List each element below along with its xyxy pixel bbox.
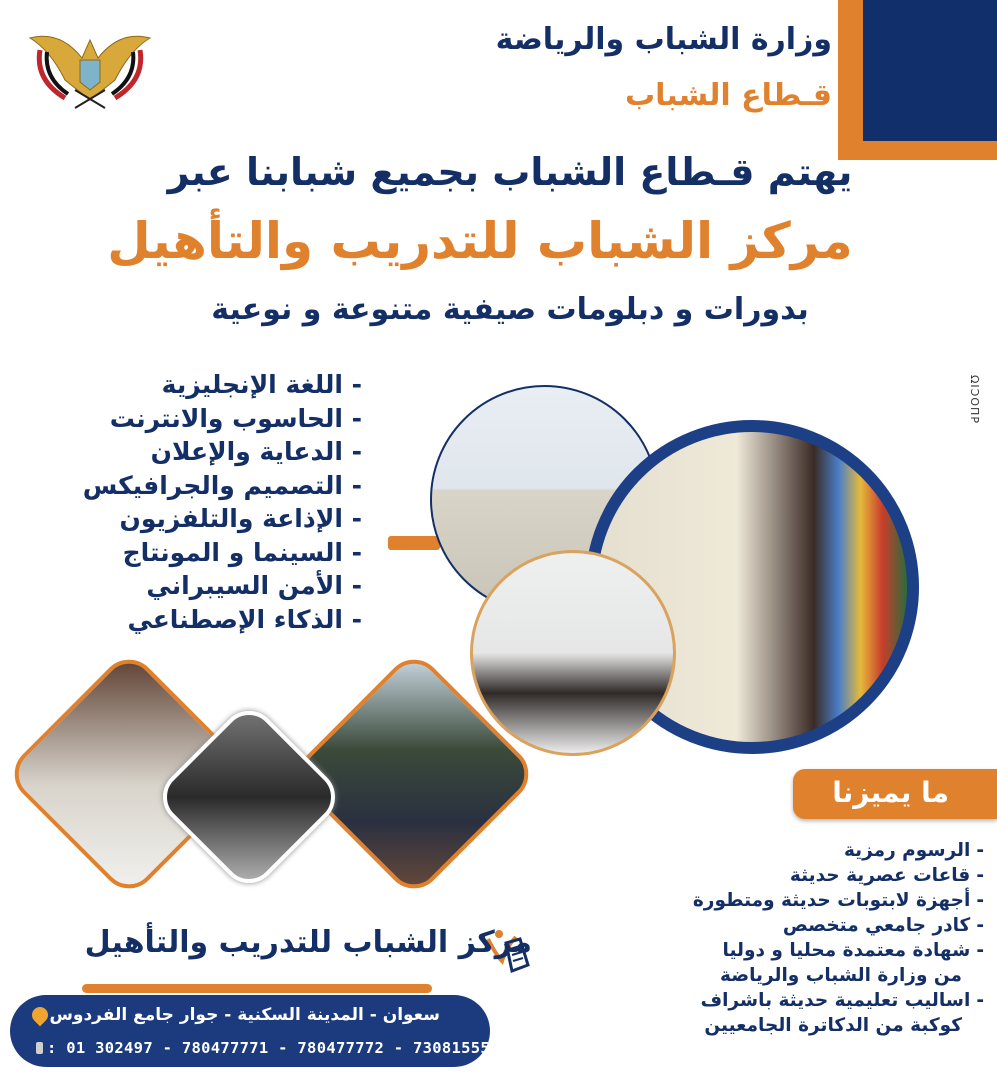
decorative-orange-bar: [388, 536, 440, 550]
feature-item: -كادر جامعي متخصص: [782, 915, 984, 936]
ministry-name: وزارة الشباب والرياضة: [495, 22, 832, 57]
course-item: - الذكاء الإصطناعي: [83, 603, 362, 637]
feature-item: -اساليب تعليمية حديثة باشراف كوكبة من الدكاترة الجامعيين: [700, 990, 984, 1036]
features-title: ما يميزنا: [832, 776, 949, 809]
features-list: [693, 838, 984, 1038]
phone-numbers: : 01 302497 - 780477771 - 780477772 - 730815550: [36, 1039, 500, 1057]
course-item: - الأمن السيبراني: [83, 569, 362, 603]
footer-center-name: مركز الشباب للتدريب والتأهيل: [84, 925, 532, 960]
sector-name: قـطاع الشباب: [624, 78, 832, 113]
headline-center-name: مركز الشباب للتدريب والتأهيل: [107, 212, 853, 270]
students-photo: [470, 550, 676, 756]
corner-navy-block: [863, 0, 997, 141]
course-item: - السينما و المونتاج: [83, 536, 362, 570]
photo-watermark: ΩΙϽΟΠΡ: [968, 375, 981, 424]
decorative-underline: [82, 984, 432, 993]
course-item: - الدعاية والإعلان: [83, 435, 362, 469]
contact-panel: [10, 995, 500, 1067]
yemen-emblem-icon: [20, 20, 160, 110]
location-pin-icon: [29, 1004, 52, 1027]
feature-item: -أجهزة لابتوبات حديثة ومتطورة: [692, 890, 984, 911]
feature-item: -قاعات عصرية حديثة: [789, 865, 984, 886]
course-item: - الحاسوب والانترنت: [83, 402, 362, 436]
phone-icon: [36, 1042, 43, 1054]
headline-intro: يهتم قـطاع الشباب بجميع شبابنا عبر: [167, 150, 853, 194]
course-item: - الإذاعة والتلفزيون: [83, 502, 362, 536]
course-item: - اللغة الإنجليزية: [83, 368, 362, 402]
address: سعوان - المدينة السكنية - جوار جامع الفردوس: [49, 1005, 440, 1025]
headline-courses-subtitle: بدورات و دبلومات صيفية متنوعة و نوعية: [211, 292, 809, 327]
course-item: - التصميم والجرافيكس: [83, 469, 362, 503]
feature-item: -شهادة معتمدة محليا و دوليا من وزارة الشباب والرياضة: [720, 940, 984, 986]
courses-list: [83, 368, 362, 636]
features-title-banner: [793, 769, 997, 819]
feature-item: -الرسوم رمزية: [843, 840, 984, 861]
